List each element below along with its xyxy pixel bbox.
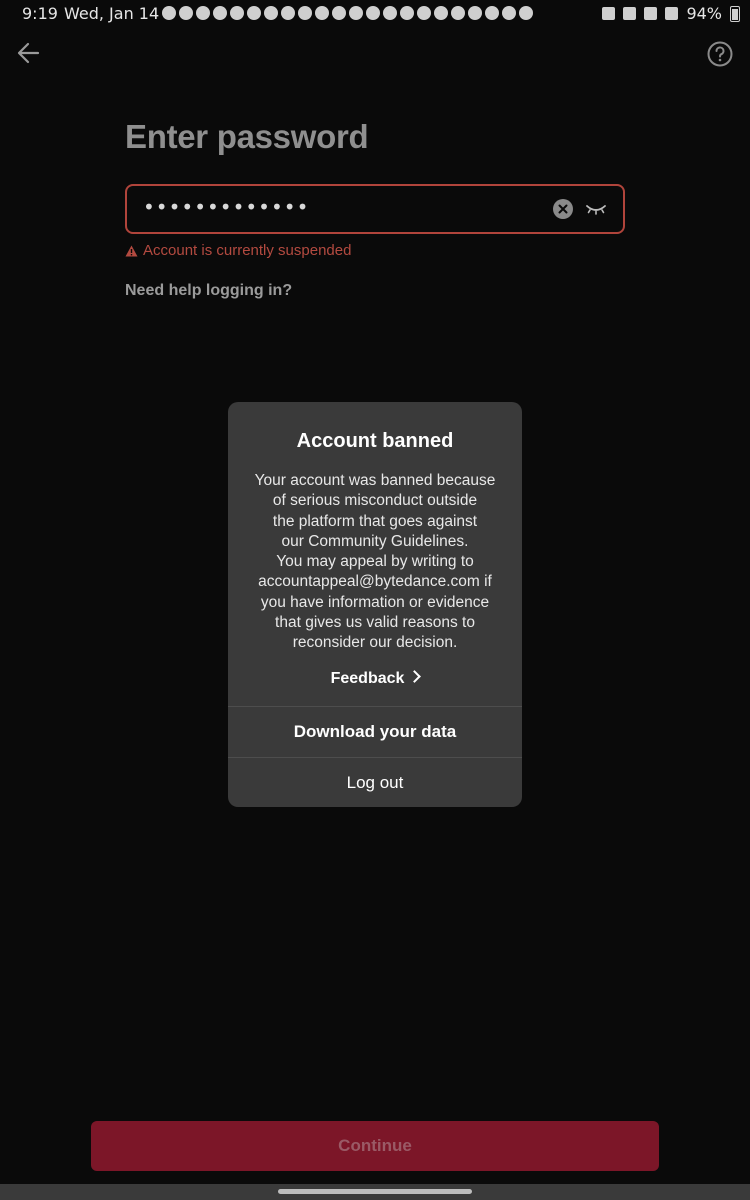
dialog-body-line: reconsider our decision.: [292, 634, 458, 652]
notification-icon: [196, 6, 210, 20]
chevron-right-icon: [409, 670, 422, 683]
notification-icon: [281, 6, 295, 20]
notification-icon: [332, 6, 346, 20]
notification-icon: [502, 6, 516, 20]
dialog-body: [240, 471, 510, 654]
notification-icon: [451, 6, 465, 20]
notification-icon: [264, 6, 278, 20]
password-value[interactable]: •••••••••••••: [143, 195, 310, 219]
clear-x-icon[interactable]: [552, 198, 574, 220]
need-help-link[interactable]: Need help logging in?: [125, 282, 293, 299]
battery-icon: [730, 6, 740, 22]
wifi-icon: [644, 7, 657, 20]
alarm-icon: [602, 7, 615, 20]
battery-percent: 94%: [686, 4, 722, 23]
status-time: 9:19: [22, 4, 58, 23]
notification-icon: [400, 6, 414, 20]
arrow-left-icon[interactable]: [14, 38, 44, 68]
notification-icon: [230, 6, 244, 20]
dialog-body-line: the platform that goes against: [272, 512, 478, 530]
notification-icons: [162, 3, 533, 20]
continue-button[interactable]: Continue: [91, 1121, 659, 1171]
notification-icon: [417, 6, 431, 20]
question-circle-icon[interactable]: [706, 40, 734, 68]
warning-icon: [125, 245, 138, 257]
error-message-row: [125, 242, 351, 259]
status-bar: [0, 0, 750, 26]
notification-icon: [162, 6, 176, 20]
download-data-button[interactable]: Download your data: [293, 722, 457, 741]
dialog-body-line: you have information or evidence: [260, 593, 490, 611]
mute-icon: [623, 7, 636, 20]
signal-icon: [665, 7, 678, 20]
notification-icon: [315, 6, 329, 20]
logout-button[interactable]: Log out: [346, 773, 404, 792]
feedback-link[interactable]: [228, 670, 522, 688]
account-banned-dialog: [228, 402, 522, 807]
dialog-title: Account banned: [296, 430, 454, 452]
dialog-body-line: of serious misconduct outside: [272, 492, 478, 510]
dialog-body-line: that gives us valid reasons to: [275, 614, 475, 632]
notification-icon: [383, 6, 397, 20]
notification-icon: [485, 6, 499, 20]
notification-icon: [298, 6, 312, 20]
gesture-handle[interactable]: [278, 1189, 472, 1194]
notification-icon: [247, 6, 261, 20]
password-input[interactable]: [125, 184, 625, 234]
notification-icon: [179, 6, 193, 20]
notification-icon: [468, 6, 482, 20]
dialog-body-line: accountappeal@bytedance.com if: [258, 573, 492, 591]
notification-icon: [213, 6, 227, 20]
notification-icon: [366, 6, 380, 20]
page-title: Enter password: [125, 118, 369, 155]
notification-icon: [349, 6, 363, 20]
status-date: Wed, Jan 14: [64, 4, 160, 23]
dialog-body-line: You may appeal by writing to: [276, 553, 474, 571]
notification-icon: [519, 6, 533, 20]
status-right: [602, 4, 740, 23]
eye-closed-icon[interactable]: [584, 198, 608, 220]
dialog-body-line: our Community Guidelines.: [281, 532, 469, 550]
error-text: Account is currently suspended: [143, 242, 352, 259]
feedback-label[interactable]: Feedback: [330, 670, 405, 687]
dialog-body-line: Your account was banned because: [254, 472, 496, 489]
notification-icon: [434, 6, 448, 20]
